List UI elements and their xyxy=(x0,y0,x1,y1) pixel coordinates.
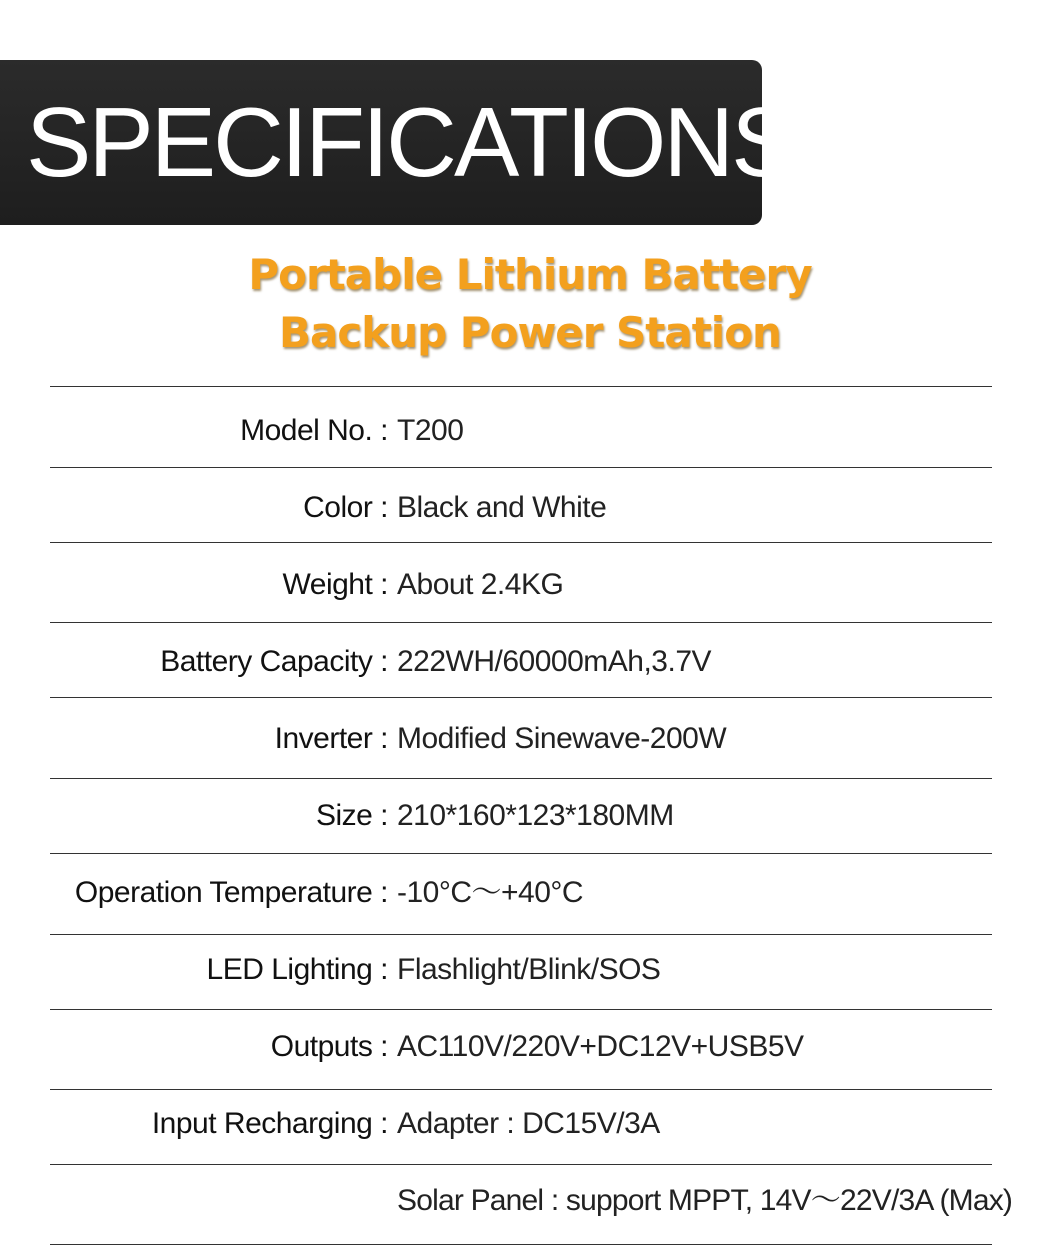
spec-row-model xyxy=(0,411,1060,451)
spec-value: Solar Panel : support MPPT, 14V～22V/3A (Max) xyxy=(397,1184,1013,1217)
spec-row-led-lighting xyxy=(0,950,1060,990)
spec-value: Black and White xyxy=(397,491,607,524)
divider xyxy=(50,467,992,468)
subtitle-line-1: Portable Lithium Battery xyxy=(248,250,812,299)
spec-value: 210*160*123*180MM xyxy=(397,799,674,832)
spec-row-operation-temperature xyxy=(0,873,1060,913)
spec-value: About 2.4KG xyxy=(397,568,564,601)
spec-label: Outputs : xyxy=(270,1030,388,1063)
divider xyxy=(50,1089,992,1090)
divider xyxy=(50,622,992,623)
spec-label: Battery Capacity : xyxy=(160,645,388,678)
spec-value: T200 xyxy=(397,414,464,447)
divider xyxy=(50,853,992,854)
spec-row-solar-panel xyxy=(0,1181,1060,1221)
divider xyxy=(50,386,992,387)
spec-row-color xyxy=(0,488,1060,528)
spec-label: Weight : xyxy=(282,568,388,601)
spec-value: Modified Sinewave-200W xyxy=(397,722,727,755)
spec-value: Adapter : DC15V/3A xyxy=(397,1107,660,1140)
spec-row-inverter xyxy=(0,719,1060,759)
spec-label: LED Lighting : xyxy=(206,953,388,986)
spec-row-outputs xyxy=(0,1027,1060,1067)
divider xyxy=(50,697,992,698)
spec-label: Size : xyxy=(315,799,388,832)
spec-value: -10°C～+40°C xyxy=(397,876,584,909)
spec-label: Model No. : xyxy=(240,414,388,447)
spec-row-size xyxy=(0,796,1060,836)
divider xyxy=(50,1009,992,1010)
spec-value: Flashlight/Blink/SOS xyxy=(397,953,661,986)
divider xyxy=(50,542,992,543)
spec-row-battery-capacity xyxy=(0,642,1060,682)
spec-value: 222WH/60000mAh,3.7V xyxy=(397,645,712,678)
divider xyxy=(50,1164,992,1165)
spec-label: Color : xyxy=(303,491,388,524)
divider xyxy=(50,1244,992,1245)
spec-value: AC110V/220V+DC12V+USB5V xyxy=(397,1030,804,1063)
spec-label: Operation Temperature : xyxy=(74,876,388,909)
divider xyxy=(50,778,992,779)
subtitle-line-2: Backup Power Station xyxy=(279,308,781,357)
banner-title: SPECIFICATIONS xyxy=(26,87,794,197)
spec-label: Inverter : xyxy=(274,722,388,755)
spec-row-weight xyxy=(0,565,1060,605)
spec-label: Input Recharging : xyxy=(151,1107,388,1140)
spec-row-input-recharging xyxy=(0,1104,1060,1144)
divider xyxy=(50,934,992,935)
specifications-banner xyxy=(0,60,794,225)
